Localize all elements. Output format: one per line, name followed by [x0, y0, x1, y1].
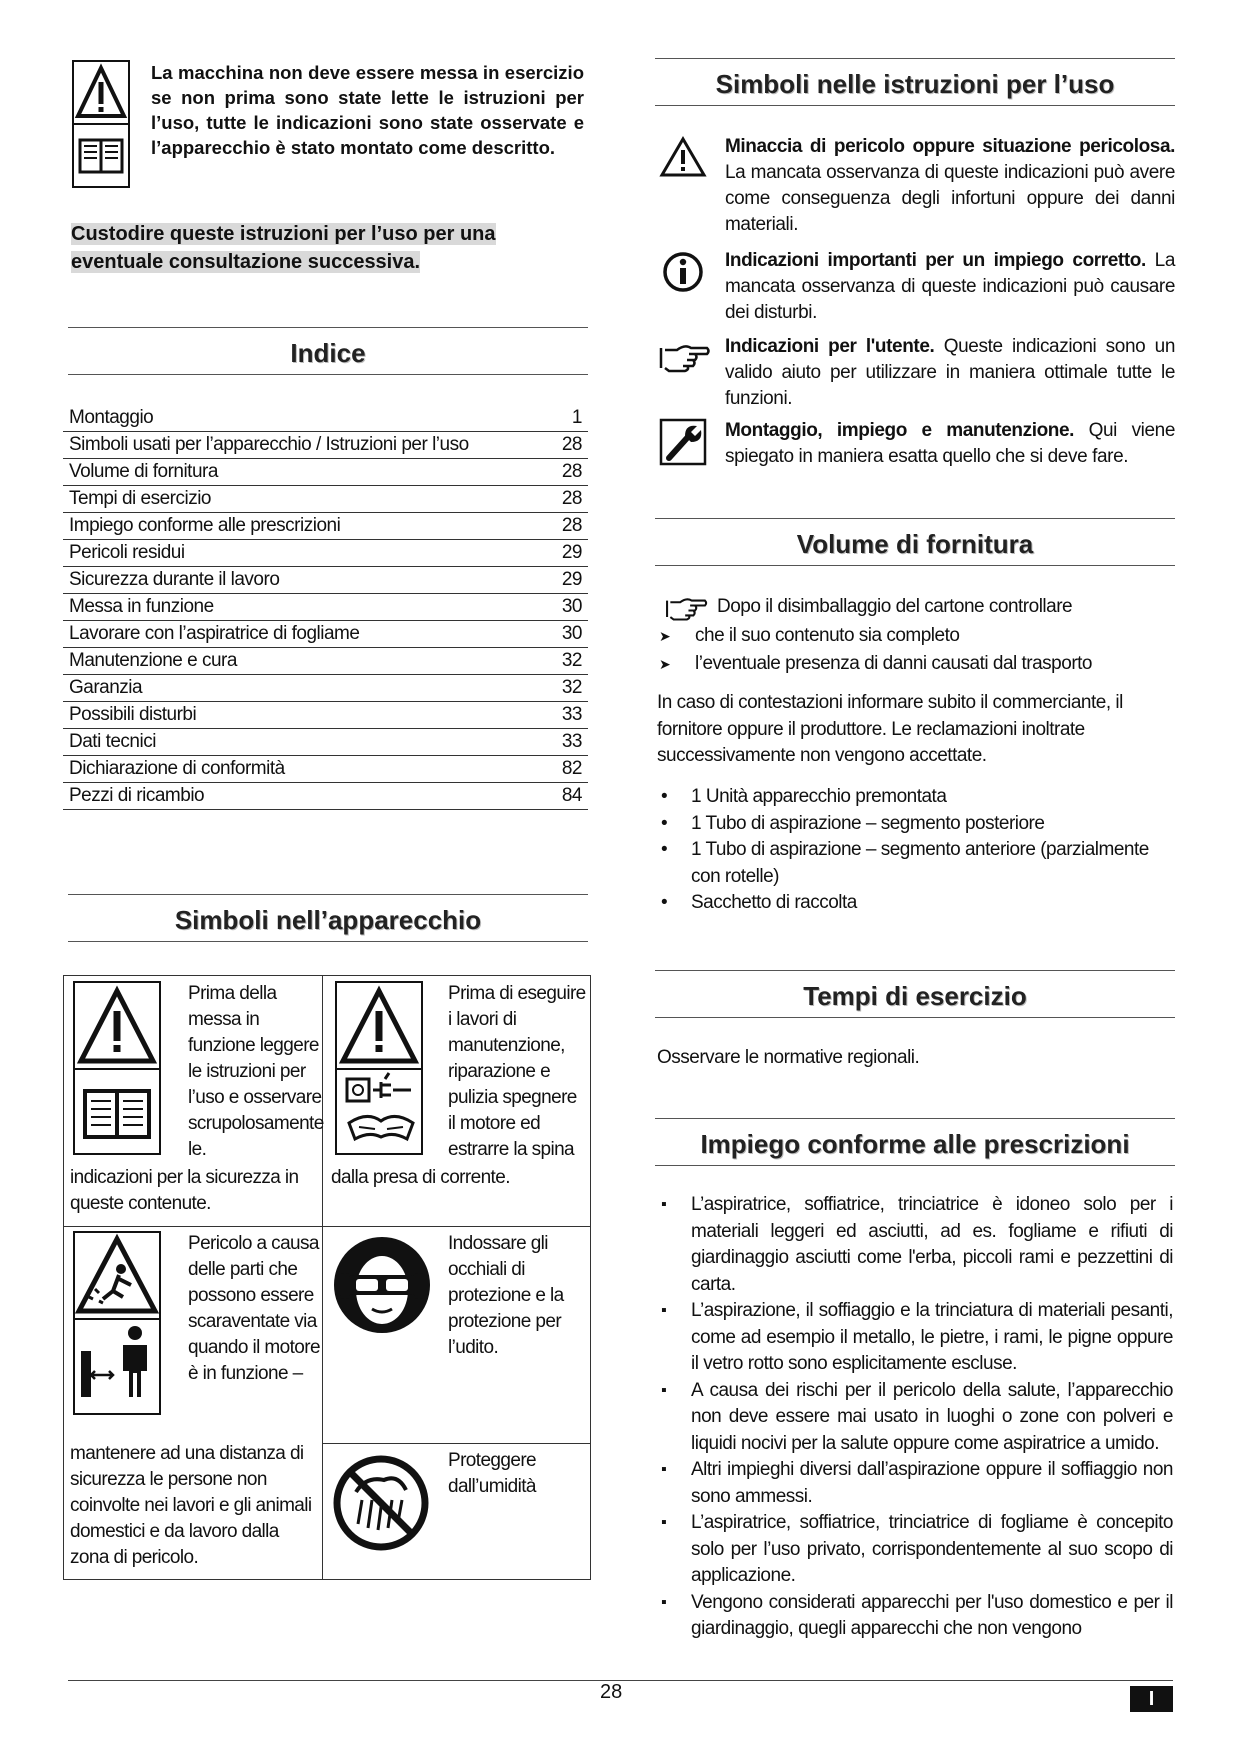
warning-triangle-icon	[74, 62, 128, 186]
danger-triangle-icon	[659, 136, 707, 178]
plug-icon	[347, 1073, 411, 1101]
read-manual-icon-box	[73, 981, 161, 1155]
pointing-hand-icon	[657, 340, 711, 374]
manual-symbol-danger-text: Minaccia di pericolo oppure situazione pericolosa. La mancata osservanza di queste indicazioni può avere come conseguenza degli infortuni oppure dei danni materiali.	[725, 136, 1175, 235]
intended-use-list	[657, 1192, 1173, 1643]
manual-symbol-tools-text: Montaggio, impiego e manutenzione. Qui viene spiegato in maniera esatta quello che si deve fare.	[725, 420, 1176, 467]
toc-row	[63, 648, 588, 675]
operating-times-text: Osservare le normative regionali.	[657, 1047, 920, 1068]
keep-text: Custodire queste istruzioni per l’uso per una eventuale consultazione successiva.	[71, 223, 496, 273]
delivery-check-item: l’eventuale presenza di danni causati dal trasporto	[695, 653, 1092, 674]
toc-row	[63, 594, 588, 621]
intended-use-heading: Impiego conforme alle prescrizioni	[655, 1118, 1175, 1166]
cell2-bottom-text: dalla presa di corrente.	[331, 1167, 510, 1188]
delivery-complaint-text: In caso di contestazioni informare subito il commerciante, il fornitore oppure il produttore. Le reclamazioni inoltrate successivamente non vengono accettate.	[657, 692, 1123, 766]
manual-symbol-hint-text: Indicazioni per l'utente. Queste indicazioni sono un valido aiuto per utilizzare in maniera ottimale tutte le funzioni.	[725, 336, 1175, 409]
cell4-side-text: Indossare gli occhiali di protezione e la protezione per l’udito.	[448, 1233, 564, 1358]
toc-row	[63, 621, 588, 648]
operating-times-heading: Tempi di esercizio	[655, 970, 1175, 1018]
toc-label: Garanzia	[69, 677, 143, 698]
delivery-item: • 1 Tubo di aspirazione – segmento anteriore (parzialmente con rotelle)	[657, 837, 1175, 890]
wrench-icon	[659, 418, 707, 466]
toc-page: 84	[561, 785, 582, 806]
distance-person-icon	[81, 1326, 147, 1397]
toc-label: Simboli usati per l’apparecchio / Istruzioni per l’uso	[69, 434, 469, 455]
toc-page: 28	[561, 461, 582, 482]
toc-page: 28	[561, 488, 582, 509]
cell3-bottom-text: mantenere ad una distanza di sicurezza le persone non coinvolte nei lavori e gli animali domestici e da lavoro dalla zona di pericolo.	[70, 1443, 312, 1568]
delivery-heading: Volume di fornitura	[655, 518, 1175, 566]
toc-page: 28	[561, 515, 582, 536]
thrown-objects-icon-box	[73, 1231, 161, 1415]
goggles-ear-protection-icon	[332, 1235, 432, 1335]
intended-use-item: ▪ A causa dei rischi per il pericolo della salute, l’apparecchio non deve essere mai usato in luoghi o zone con polveri e liquidi nocivi per la salute oppure come aspiratrice a umido.	[657, 1378, 1173, 1458]
toc-page: 29	[561, 542, 582, 563]
toc-label: Pericoli residui	[69, 542, 185, 563]
toc-label: Possibili disturbi	[69, 704, 197, 725]
device-symbols-heading: Simboli nell’apparecchio	[68, 894, 588, 942]
toc-row	[63, 432, 588, 459]
toc-label: Manutenzione e cura	[69, 650, 237, 671]
toc-row	[63, 783, 588, 810]
toc-label: Tempi di esercizio	[69, 488, 211, 509]
toc-label: Lavorare con l’aspiratrice di fogliame	[69, 623, 360, 644]
cell2-side-text: Prima di eseguire i lavori di manutenzione, riparazione e pulizia spegnere il motore ed estrarre la spina	[448, 983, 586, 1160]
no-rain-icon	[332, 1454, 430, 1552]
toc-label: Montaggio	[69, 407, 154, 428]
toc-label: Sicurezza durante il lavoro	[69, 569, 280, 590]
toc-page: 33	[561, 731, 582, 752]
toc-page: 82	[561, 758, 582, 779]
toc-page: 32	[561, 650, 582, 671]
delivery-check-item: che il suo contenuto sia completo	[695, 624, 960, 646]
language-badge: I	[1130, 1686, 1173, 1712]
toc-label: Pezzi di ricambio	[69, 785, 205, 806]
intended-use-item: ▪ Vengono considerati apparecchi per l'uso domestico e per il giardinaggio, quegli apparecchi che non vengono	[657, 1590, 1173, 1643]
warning-text: La macchina non deve essere messa in esercizio se non prima sono state lette le istruzioni per l’uso, tutte le indicazioni sono state osservate e l’apparecchio è stato montato come descritto.	[151, 62, 584, 158]
index-heading: Indice	[68, 327, 588, 375]
delivery-item: • 1 Tubo di aspirazione – segmento posteriore	[657, 811, 1175, 838]
toc-page: 30	[561, 596, 582, 617]
delivery-check-section: Dopo il disimballaggio del cartone controllare ➤ che il suo contenuto sia completo ➤ l’eventuale presenza di danni causati dal trasporto	[659, 596, 1092, 674]
unplug-icon-box	[335, 981, 423, 1155]
delivery-item: • 1 Unità apparecchio premontata	[657, 784, 1175, 811]
book-icon	[85, 1091, 149, 1137]
toc-page: 28	[561, 434, 582, 455]
cell3-side-text: Pericolo a causa delle parti che possono essere scaraventate via quando il motore è in funzione –	[188, 1233, 320, 1384]
toc-row	[63, 486, 588, 513]
toc-row	[63, 405, 588, 432]
keep-instructions-note	[71, 220, 586, 276]
delivery-items-list	[657, 784, 1175, 917]
intended-use-item: ▪ L’aspiratrice, soffiatrice, trinciatrice di fogliame è concepito solo per l’uso privato, corrispondentemente al suo scopo di applicazione.	[657, 1510, 1173, 1590]
toc-page: 32	[561, 677, 582, 698]
page-number: 28	[600, 1681, 623, 1703]
toc-page: 30	[561, 623, 582, 644]
manual-symbols-heading: Simboli nelle istruzioni per l’uso	[655, 58, 1175, 106]
toc-row	[63, 567, 588, 594]
manual-symbol-info-text: Indicazioni importanti per un impiego corretto. La mancata osservanza di queste indicazioni può causare dei disturbi.	[725, 250, 1175, 323]
manual-hand-icon	[349, 1116, 413, 1139]
toc-label: Volume di fornitura	[69, 461, 218, 482]
toc-row	[63, 513, 588, 540]
toc-page: 33	[561, 704, 582, 725]
cell5-side-text: Proteggere dall’umidità	[448, 1450, 537, 1497]
toc-row	[63, 675, 588, 702]
toc-label: Messa in funzione	[69, 596, 214, 617]
device-symbols-table	[63, 975, 591, 1580]
cell1-bottom-text: indicazioni per la sicurezza in queste contenute.	[70, 1167, 299, 1214]
book-icon	[80, 140, 122, 172]
thrown-objects-warning-icon	[79, 1239, 155, 1311]
intended-use-item: ▪ L’aspiratrice, soffiatrice, trinciatrice è idoneo solo per i materiali leggeri ed asciutti, ad es. fogliame e rifiuti di giardinaggio asciutti come l'erba, piccoli rami e pezzettini di carta.	[657, 1192, 1173, 1298]
intended-use-item: ▪ Altri impieghi diversi dall’aspirazione oppure il soffiaggio non sono ammessi.	[657, 1457, 1173, 1510]
pointing-hand-icon	[659, 594, 713, 622]
toc-row	[63, 729, 588, 756]
toc-row	[63, 702, 588, 729]
warning-manual-icon-box	[72, 60, 130, 188]
toc-row	[63, 459, 588, 486]
info-icon	[661, 250, 705, 294]
toc-page: 1	[571, 407, 582, 428]
toc-label: Dichiarazione di conformità	[69, 758, 285, 779]
toc-row	[63, 756, 588, 783]
toc-page: 29	[561, 569, 582, 590]
warning-triangle-icon	[343, 991, 415, 1061]
delivery-item: • Sacchetto di raccolta	[657, 890, 1175, 917]
warning-triangle-icon	[81, 991, 153, 1061]
delivery-check-intro: Dopo il disimballaggio del cartone controllare	[717, 596, 1073, 617]
toc-label: Impiego conforme alle prescrizioni	[69, 515, 341, 536]
cell1-side-text: Prima della messa in funzione leggere le istruzioni per l’uso e osservare scrupolosamente le.	[188, 983, 324, 1160]
intended-use-item: ▪ L’aspirazione, il soffiaggio e la trinciatura di materiali pesanti, come ad esempio il metallo, le pietre, i rami, le pigne oppure il vetro rotto sono esplicitamente escluse.	[657, 1298, 1173, 1378]
toc-label: Dati tecnici	[69, 731, 156, 752]
toc-row	[63, 540, 588, 567]
table-of-contents	[63, 405, 588, 810]
